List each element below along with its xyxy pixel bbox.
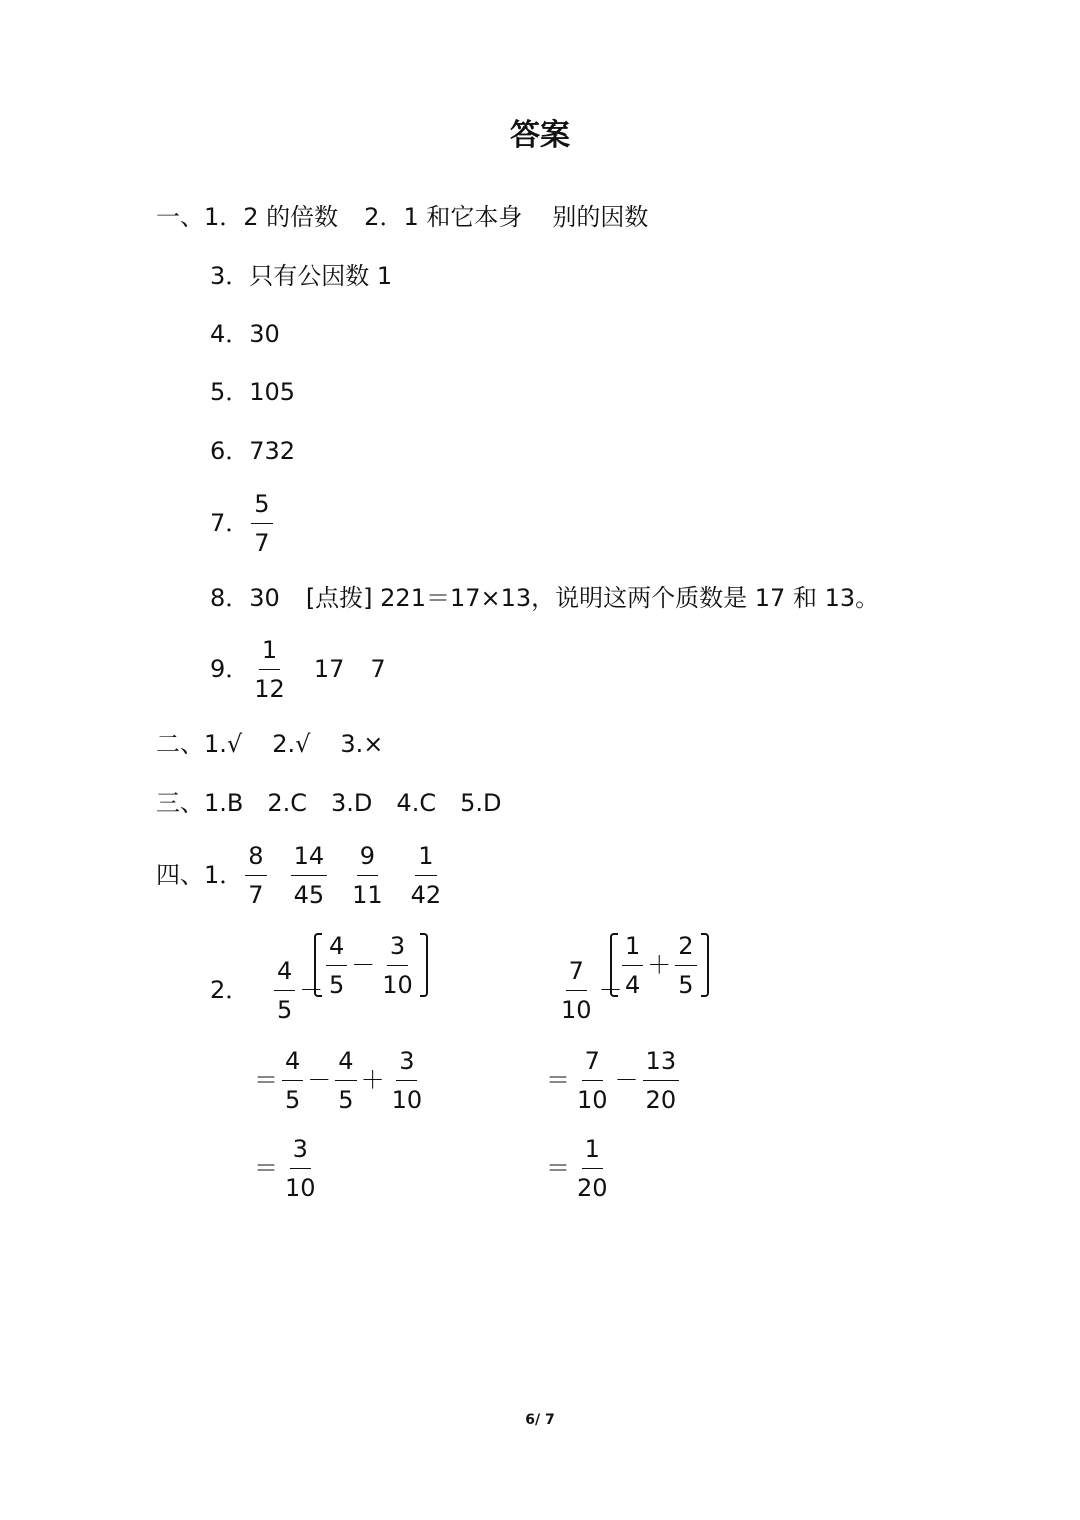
answer-2-1: 1.√ xyxy=(204,730,243,758)
operator: － xyxy=(598,976,623,1004)
section-1-prefix: 一、 xyxy=(156,203,204,231)
numerator: 4 xyxy=(282,1047,303,1081)
denominator: 10 xyxy=(382,970,413,999)
fraction xyxy=(245,842,266,909)
numerator: 1 xyxy=(622,932,643,966)
left-parenthesis-group xyxy=(314,932,428,998)
answer-1-9-label: 9． xyxy=(210,655,250,683)
denominator: 10 xyxy=(285,1173,316,1202)
equals-sign: ＝ xyxy=(546,1066,570,1094)
numerator: 1 xyxy=(582,1135,603,1169)
operator: － xyxy=(307,1066,332,1094)
denominator: 7 xyxy=(254,528,270,557)
answer-4-2-label: 2． xyxy=(210,976,250,1004)
operator: － xyxy=(351,951,376,979)
denominator: 45 xyxy=(293,880,325,909)
section-4-prefix: 四、 xyxy=(156,861,204,889)
section-1-line-1 xyxy=(156,202,648,232)
answer-1-6: 6．732 xyxy=(210,437,296,465)
operator: － xyxy=(299,976,324,1004)
numerator: 3 xyxy=(290,1135,311,1169)
numerator: 7 xyxy=(566,957,587,991)
right-expression-2 xyxy=(544,1135,613,1201)
page-number: 6/ 7 xyxy=(525,1412,555,1428)
left-bracket xyxy=(314,933,322,997)
denominator: 12 xyxy=(254,674,285,703)
denominator: 5 xyxy=(338,1085,354,1114)
equals-sign: ＝ xyxy=(254,1154,278,1182)
fraction xyxy=(408,842,445,909)
fraction xyxy=(349,842,386,909)
denominator: 5 xyxy=(285,1085,301,1114)
answer-1-9 xyxy=(210,635,386,703)
equals-sign: ＝ xyxy=(254,1066,278,1094)
answer-2-3: 3.× xyxy=(340,730,384,758)
denominator: 20 xyxy=(645,1085,677,1114)
answer-1-5: 5．105 xyxy=(210,378,296,406)
answer-3-2: 2.C xyxy=(267,789,308,817)
fraction xyxy=(574,1135,611,1202)
fraction xyxy=(643,1047,680,1114)
fraction xyxy=(675,932,696,999)
answer-2-2: 2.√ xyxy=(272,730,311,758)
numerator: 7 xyxy=(582,1047,603,1081)
denominator: 5 xyxy=(678,970,694,999)
numerator: 14 xyxy=(291,842,328,876)
equals-sign: ＝ xyxy=(546,1154,570,1182)
answer-1-7 xyxy=(210,489,275,557)
fraction xyxy=(282,1047,303,1114)
fraction xyxy=(574,1047,611,1114)
answer-1-2b: 别的因数 xyxy=(552,203,649,231)
fraction xyxy=(274,957,295,1024)
numerator: 5 xyxy=(251,490,272,524)
answer-1-8-value: 8．30 xyxy=(210,584,280,612)
fraction xyxy=(622,932,643,999)
answer-3-3: 3.D xyxy=(331,789,373,817)
answer-1-1: 1．2 的倍数 xyxy=(204,203,339,231)
answer-1-8-hint: [点拨] 221＝17×13，说明这两个质数是 17 和 13。 xyxy=(305,584,880,612)
denominator: 10 xyxy=(561,995,592,1024)
denominator: 42 xyxy=(410,880,442,909)
numerator: 2 xyxy=(675,932,696,966)
answer-1-9-a: 17 xyxy=(313,655,345,683)
section-2-prefix: 二、 xyxy=(156,730,204,758)
numerator: 4 xyxy=(274,957,295,991)
section-4-line-1 xyxy=(156,841,446,909)
fraction xyxy=(251,490,272,557)
numerator: 9 xyxy=(357,842,378,876)
fraction xyxy=(251,636,288,703)
numerator: 4 xyxy=(335,1047,356,1081)
denominator: 5 xyxy=(329,970,345,999)
denominator: 4 xyxy=(625,970,641,999)
fraction xyxy=(326,932,347,999)
answer-3-5: 5.D xyxy=(460,789,502,817)
denominator: 10 xyxy=(391,1085,423,1114)
fraction xyxy=(379,932,416,999)
fraction xyxy=(335,1047,356,1114)
numerator: 8 xyxy=(245,842,266,876)
operator: － xyxy=(614,1066,639,1094)
answer-4-1-label: 1． xyxy=(204,861,244,889)
answer-1-7-label: 7． xyxy=(210,509,250,537)
fraction xyxy=(558,957,595,1024)
fraction xyxy=(282,1135,319,1202)
right-bracket xyxy=(701,933,709,997)
numerator: 3 xyxy=(396,1047,417,1081)
numerator: 13 xyxy=(643,1047,680,1081)
operator: ＋ xyxy=(360,1066,385,1094)
denominator: 20 xyxy=(577,1173,608,1202)
section-2-line xyxy=(156,729,383,759)
answer-1-8 xyxy=(210,583,879,613)
page-title: 答案 xyxy=(510,118,570,153)
numerator: 1 xyxy=(415,842,436,876)
numerator: 1 xyxy=(259,636,280,670)
numerator: 4 xyxy=(326,932,347,966)
fraction xyxy=(389,1047,426,1114)
denominator: 11 xyxy=(352,880,383,909)
left-bracket xyxy=(610,933,618,997)
left-expression-2 xyxy=(252,1135,321,1201)
fraction xyxy=(291,842,328,909)
numerator: 3 xyxy=(387,932,408,966)
denominator: 7 xyxy=(248,880,264,909)
answer-1-3: 3．只有公因数 1 xyxy=(210,262,393,290)
answer-1-2a: 2．1 和它本身 xyxy=(364,203,523,231)
answer-3-1: 1.B xyxy=(204,789,244,817)
answer-1-4: 4．30 xyxy=(210,320,280,348)
section-3-line xyxy=(156,788,501,818)
denominator: 5 xyxy=(277,995,293,1024)
operator: ＋ xyxy=(647,951,672,979)
section-3-prefix: 三、 xyxy=(156,789,204,817)
answer-3-4: 4.C xyxy=(396,789,437,817)
left-expression-1 xyxy=(252,1047,427,1113)
answer-1-9-b: 7 xyxy=(370,655,386,683)
denominator: 10 xyxy=(577,1085,608,1114)
right-bracket xyxy=(420,933,428,997)
right-expression-1 xyxy=(544,1047,681,1113)
right-parenthesis-group xyxy=(610,932,709,998)
